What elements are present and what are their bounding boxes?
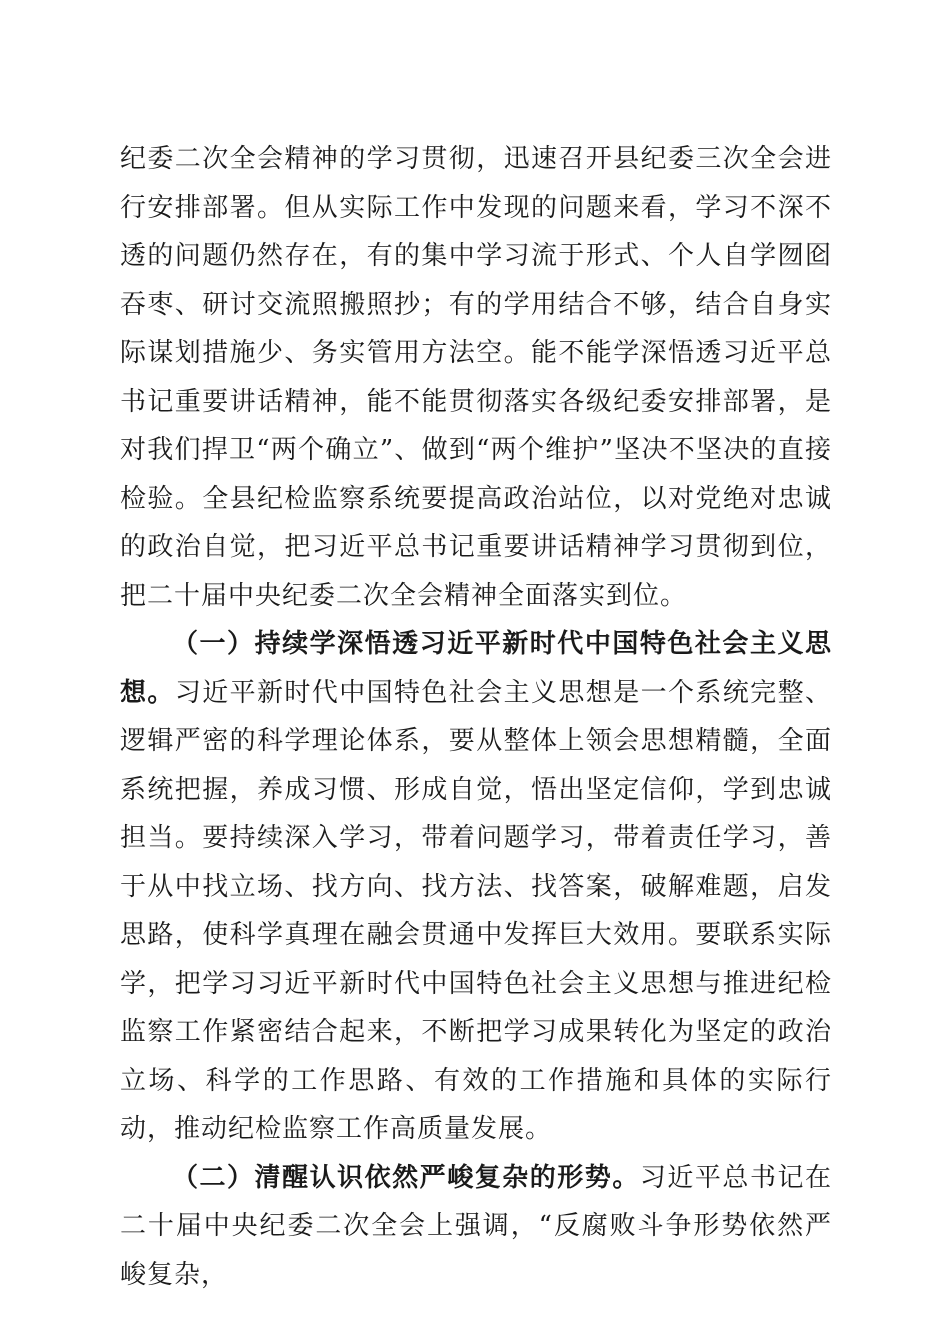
section-1-paragraph bbox=[120, 620, 832, 1154]
section-2-paragraph bbox=[120, 1154, 832, 1300]
section-1-body: 习近平新时代中国特色社会主义思想是一个系统完整、逻辑严密的科学理论体系，要从整体上领会思想精髓，全面系统把握，养成习惯、形成自觉，悟出坚定信仰，学到忠诚担当。要持续深入学习，带着问题学习，带着责任学习，善于从中找立场、找方向、找方法、找答案，破解难题，启发思路，使科学真理在融会贯通中发挥巨大效用。要联系实际学，把学习习近平新时代中国特色社会主义思想与推进纪检监察工作紧密结合起来，不断把学习成果转化为坚定的政治立场、科学的工作思路、有效的工作措施和具体的实际行动，推动纪检监察工作高质量发展。 bbox=[120, 677, 832, 1144]
document-body bbox=[120, 135, 832, 1299]
paragraph-1: 纪委二次全会精神的学习贯彻，迅速召开县纪委三次全会进行安排部署。但从实际工作中发现的问题来看，学习不深不透的问题仍然存在，有的集中学习流于形式、个人自学囫囵吞枣、研讨交流照搬照抄；有的学用结合不够，结合自身实际谋划措施少、务实管用方法空。能不能学深悟透习近平总书记重要讲话精神，能不能贯彻落实各级纪委安排部署，是对我们捍卫“两个确立”、做到“两个维护”坚决不坚决的直接检验。全县纪检监察系统要提高政治站位，以对党绝对忠诚的政治自觉，把习近平总书记重要讲话精神学习贯彻到位，把二十届中央纪委二次全会精神全面落实到位。 bbox=[120, 144, 832, 611]
section-1-heading: （一）持续学深悟透习近平新时代中国特色社会主义思想。 bbox=[120, 629, 832, 708]
section-2-body: 习近平总书记在二十届中央纪委二次全会上强调，“反腐败斗争形势依然严峻复杂， bbox=[120, 1162, 832, 1290]
section-2-heading: （二）清醒认识依然严峻复杂的形势。 bbox=[172, 1162, 640, 1193]
